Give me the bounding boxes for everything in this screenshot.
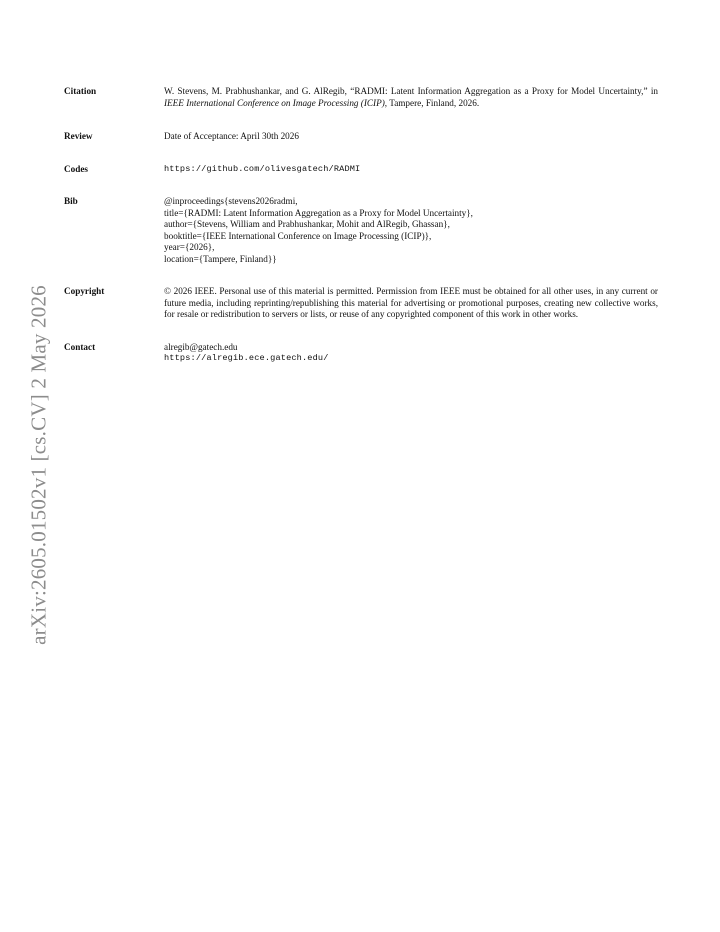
copyright-label: Copyright [64,286,105,296]
contact-label: Contact [64,341,96,352]
bib-line: year={2026}, [164,242,215,252]
codes-row [64,164,658,176]
copyright-text: © 2026 IEEE. Personal use of this material is permitted. Permission from IEEE must be obtained for all other uses, in any current or future media, including reprinting/republishing this material for advertising or promotional purposes, creating new collective works, for resale or redistribution to servers or lists, or reuse of any copyrighted component of this work in other works. [164,286,658,319]
contact-url-link[interactable]: https://alregib.ece.gatech.edu/ [164,353,329,363]
bib-row [64,196,658,265]
bib-line: @inproceedings{stevens2026radmi, [164,196,298,206]
bib-entry [164,196,658,265]
citation-venue: IEEE International Conference on Image Processing (ICIP) [164,97,385,108]
bib-line: title={RADMI: Latent Information Aggregation as a Proxy for Model Uncertainty}, [164,207,473,218]
bib-line: location={Tampere, Finland}} [164,253,277,264]
codes-label: Codes [64,163,88,174]
bib-label: Bib [64,196,78,206]
citation-row [64,86,658,109]
citation-text [164,86,658,109]
cover-info-table [64,86,658,365]
contact-details [164,342,658,365]
arxiv-identifier-stamp: arXiv:2605.01502v1 [cs.CV] 2 May 2026 [26,285,51,645]
citation-label: Citation [64,86,97,96]
review-text: Date of Acceptance: April 30th 2026 [164,131,299,141]
review-label: Review [64,131,93,141]
review-row [64,131,658,143]
copyright-row [64,286,658,321]
bib-line: booktitle={IEEE International Conference on Image Processing (ICIP)}, [164,230,432,241]
contact-email-link[interactable]: alregib@gatech.edu [164,341,238,352]
citation-location-year: , Tampere, Finland, 2026. [384,97,480,108]
contact-row [64,342,658,365]
codes-url-link[interactable]: https://github.com/olivesgatech/RADMI [164,163,361,174]
bib-line: author={Stevens, William and Prabhushankar, Mohit and AlRegib, Ghassan}, [164,219,450,229]
citation-authors-title: W. Stevens, M. Prabhushankar, and G. AlRegib, “RADMI: Latent Information Aggregation as a Proxy for Model Uncertainty,” in [164,86,658,96]
